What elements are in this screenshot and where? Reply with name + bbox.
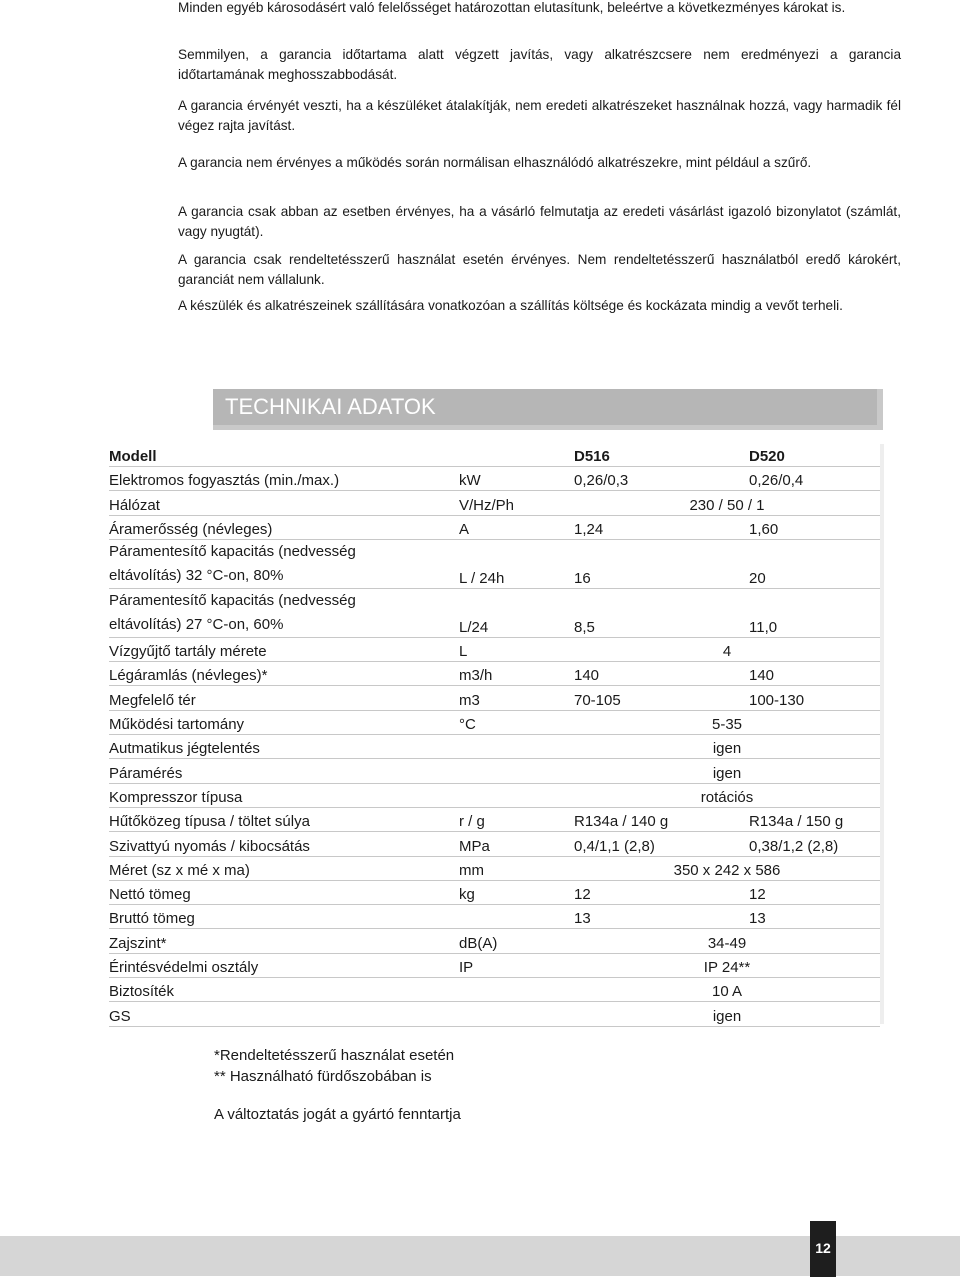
row-value-both: igen bbox=[574, 1002, 880, 1026]
row-value-d520: 100-130 bbox=[749, 686, 880, 710]
note-bathroom: ** Használható fürdőszobában is bbox=[214, 1068, 432, 1085]
warranty-paragraph-6: A garancia csak rendeltetésszerű használat esetén érvényes. Nem rendeltetésszerű használatból eredő károkért, garanciát nem vállalunk. bbox=[178, 252, 901, 287]
row-parameter: Biztosíték bbox=[109, 978, 459, 1002]
table-row bbox=[109, 515, 880, 539]
row-unit: r / g bbox=[459, 807, 574, 831]
row-unit: L / 24h bbox=[459, 539, 574, 588]
table-row bbox=[109, 588, 880, 637]
row-parameter: Nettó tömeg bbox=[109, 880, 459, 904]
spec-table-body bbox=[109, 444, 880, 1026]
row-value-d516: 8,5 bbox=[574, 588, 749, 637]
header-model: Modell bbox=[109, 444, 459, 467]
table-row bbox=[109, 978, 880, 1002]
row-value-d516: 16 bbox=[574, 539, 749, 588]
row-unit: m3/h bbox=[459, 662, 574, 686]
row-value-d516: R134a / 140 g bbox=[574, 807, 749, 831]
row-parameter: Érintésvédelmi osztály bbox=[109, 953, 459, 977]
table-row bbox=[109, 735, 880, 759]
table-row bbox=[109, 1002, 880, 1026]
note-rights: A változtatás jogát a gyártó fenntartja bbox=[214, 1106, 461, 1123]
header-d520: D520 bbox=[749, 444, 880, 467]
row-value-both: 4 bbox=[574, 637, 880, 661]
row-parameter: Méret (sz x mé x ma) bbox=[109, 856, 459, 880]
row-unit: L bbox=[459, 637, 574, 661]
table-row bbox=[109, 783, 880, 807]
row-value-both: 10 A bbox=[574, 978, 880, 1002]
warranty-paragraph-3: A garancia érvényét veszti, ha a készüléket átalakítják, nem eredeti alkatrészeket használnak hozzá, vagy harmadik fél végez rajta javítást. bbox=[178, 98, 901, 133]
row-parameter: Működési tartomány bbox=[109, 710, 459, 734]
row-unit bbox=[459, 1002, 574, 1026]
row-value-d516: 140 bbox=[574, 662, 749, 686]
row-value-d520: 140 bbox=[749, 662, 880, 686]
row-unit: dB(A) bbox=[459, 929, 574, 953]
row-parameter bbox=[109, 588, 459, 637]
table-row bbox=[109, 539, 880, 588]
warranty-paragraph-5: A garancia csak abban az esetben érvényes, ha a vásárló felmutatja az eredeti vásárlást igazoló bizonylatot (számlát, vagy nyugtát). bbox=[178, 204, 901, 239]
row-parameter: Hálózat bbox=[109, 491, 459, 515]
row-value-d520: 11,0 bbox=[749, 588, 880, 637]
row-parameter-line-1: Páramentesítő kapacitás (nedvesség bbox=[109, 591, 356, 609]
table-row bbox=[109, 467, 880, 491]
row-parameter-line-1: Páramentesítő kapacitás (nedvesség bbox=[109, 542, 356, 560]
note-usage: *Rendeltetésszerű használat esetén bbox=[214, 1047, 455, 1064]
row-unit bbox=[459, 978, 574, 1002]
row-parameter: Áramerősség (névleges) bbox=[109, 515, 459, 539]
row-value-both: igen bbox=[574, 759, 880, 783]
row-parameter: Megfelelő tér bbox=[109, 686, 459, 710]
row-value-d520: 12 bbox=[749, 880, 880, 904]
row-unit: kg bbox=[459, 880, 574, 904]
header-unit bbox=[459, 444, 574, 467]
table-row bbox=[109, 905, 880, 929]
row-value-d520: 1,60 bbox=[749, 515, 880, 539]
row-value-d516: 13 bbox=[574, 905, 749, 929]
row-value-both: 350 x 242 x 586 bbox=[574, 856, 880, 880]
table-row bbox=[109, 953, 880, 977]
row-unit: °C bbox=[459, 710, 574, 734]
row-unit: m3 bbox=[459, 686, 574, 710]
row-value-both: rotációs bbox=[574, 783, 880, 807]
row-parameter: Kompresszor típusa bbox=[109, 783, 459, 807]
table-row bbox=[109, 807, 880, 831]
row-unit: mm bbox=[459, 856, 574, 880]
row-value-d520: 0,26/0,4 bbox=[749, 467, 880, 491]
row-parameter: Hűtőközeg típusa / töltet súlya bbox=[109, 807, 459, 831]
row-parameter: Bruttó tömeg bbox=[109, 905, 459, 929]
row-value-both: 5-35 bbox=[574, 710, 880, 734]
warranty-paragraph-1: Minden egyéb károsodásért való felelősséget határozottan elutasítunk, beleértve a következményes károkat is. bbox=[178, 0, 846, 15]
row-value-d520: 20 bbox=[749, 539, 880, 588]
row-value-both: igen bbox=[574, 735, 880, 759]
warranty-paragraph-2: Semmilyen, a garancia időtartama alatt végzett javítás, vagy alkatrészcsere nem eredményezi a garancia időtartamának meghosszabbodását. bbox=[178, 47, 901, 82]
row-parameter bbox=[109, 539, 459, 588]
spec-table bbox=[109, 444, 880, 1027]
row-value-d516: 0,4/1,1 (2,8) bbox=[574, 832, 749, 856]
section-title: TECHNIKAI ADATOK bbox=[213, 389, 877, 425]
row-unit bbox=[459, 783, 574, 807]
row-value-both: 230 / 50 / 1 bbox=[574, 491, 880, 515]
table-row bbox=[109, 637, 880, 661]
page-number: 12 bbox=[815, 1240, 831, 1256]
row-value-d520: 0,38/1,2 (2,8) bbox=[749, 832, 880, 856]
warranty-paragraph-4: A garancia nem érvényes a működés során normálisan elhasználódó alkatrészekre, mint például a szűrő. bbox=[178, 155, 812, 170]
row-unit: MPa bbox=[459, 832, 574, 856]
table-row bbox=[109, 856, 880, 880]
row-value-d516: 0,26/0,3 bbox=[574, 467, 749, 491]
row-parameter: Szivattyú nyomás / kibocsátás bbox=[109, 832, 459, 856]
row-unit: V/Hz/Ph bbox=[459, 491, 574, 515]
row-value-d520: 13 bbox=[749, 905, 880, 929]
row-unit bbox=[459, 759, 574, 783]
table-row bbox=[109, 880, 880, 904]
table-row bbox=[109, 710, 880, 734]
row-parameter-line-2: eltávolítás) 32 °C-on, 80% bbox=[109, 566, 284, 584]
table-row bbox=[109, 491, 880, 515]
row-parameter: GS bbox=[109, 1002, 459, 1026]
section-title-box bbox=[213, 389, 883, 430]
warranty-paragraph-7: A készülék és alkatrészeinek szállítására vonatkozóan a szállítás költsége és kockázata mindig a vevőt terheli. bbox=[178, 298, 843, 313]
table-row bbox=[109, 686, 880, 710]
row-unit: L/24 bbox=[459, 588, 574, 637]
table-row bbox=[109, 662, 880, 686]
table-shade bbox=[880, 444, 884, 1024]
row-parameter: Légáramlás (névleges)* bbox=[109, 662, 459, 686]
row-value-both: 34-49 bbox=[574, 929, 880, 953]
row-parameter: Autmatikus jégtelentés bbox=[109, 735, 459, 759]
table-row bbox=[109, 832, 880, 856]
row-value-d516: 1,24 bbox=[574, 515, 749, 539]
table-row bbox=[109, 929, 880, 953]
row-parameter: Vízgyűjtő tartály mérete bbox=[109, 637, 459, 661]
row-parameter-line-2: eltávolítás) 27 °C-on, 60% bbox=[109, 615, 284, 633]
row-value-d520: R134a / 150 g bbox=[749, 807, 880, 831]
row-unit: IP bbox=[459, 953, 574, 977]
row-value-d516: 70-105 bbox=[574, 686, 749, 710]
row-parameter: Elektromos fogyasztás (min./max.) bbox=[109, 467, 459, 491]
row-unit bbox=[459, 905, 574, 929]
row-unit: A bbox=[459, 515, 574, 539]
row-value-both: IP 24** bbox=[574, 953, 880, 977]
header-d516: D516 bbox=[574, 444, 749, 467]
row-value-d516: 12 bbox=[574, 880, 749, 904]
row-parameter: Zajszint* bbox=[109, 929, 459, 953]
table-row bbox=[109, 759, 880, 783]
table-header-row bbox=[109, 444, 880, 467]
row-parameter: Páramérés bbox=[109, 759, 459, 783]
row-unit bbox=[459, 735, 574, 759]
row-unit: kW bbox=[459, 467, 574, 491]
